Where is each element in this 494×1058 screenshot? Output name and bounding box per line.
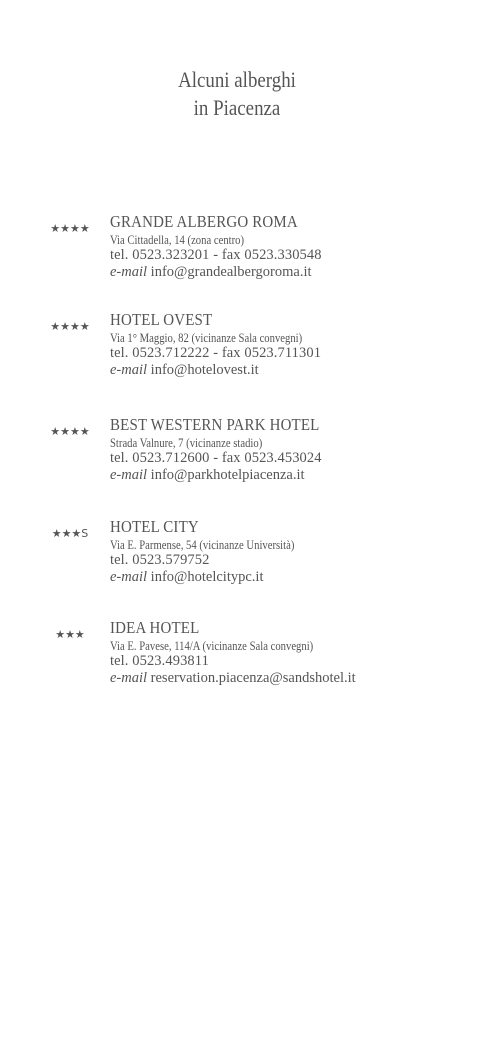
- hotel-email[interactable]: reservation.piacenza@sandshotel.it: [150, 670, 356, 686]
- hotel-entry: [0, 415, 494, 505]
- hotel-entry: [0, 310, 494, 400]
- hotel-name: HOTEL CITY: [110, 517, 199, 536]
- hotel-phone: tel. 0523.712222 - fax 0523.711301: [110, 345, 322, 361]
- star-rating: ★★★★: [50, 320, 90, 333]
- email-label: e-mail: [110, 670, 148, 686]
- star-rating: ★★★★: [50, 222, 90, 235]
- hotel-name: HOTEL OVEST: [110, 310, 213, 329]
- hotel-info: [110, 517, 490, 586]
- email-label: e-mail: [110, 569, 148, 585]
- page-title: [33, 66, 441, 122]
- hotel-address: Via Cittadella, 14 (zona centro): [110, 232, 245, 247]
- hotel-name: IDEA HOTEL: [110, 618, 200, 637]
- hotel-email-line: [110, 670, 490, 687]
- hotel-entry: [0, 517, 494, 607]
- hotel-email-line: [110, 264, 490, 281]
- hotel-phone: tel. 0523.579752: [110, 552, 210, 568]
- star-rating: ★★★: [55, 628, 85, 641]
- star-rating: ★★★S: [51, 527, 89, 540]
- page-title-line-1: Alcuni alberghi: [178, 67, 296, 92]
- hotel-email[interactable]: info@hotelcitypc.it: [150, 569, 264, 585]
- hotel-info: [110, 618, 490, 687]
- hotel-info: [110, 415, 490, 484]
- star-rating: ★★★★: [50, 425, 90, 438]
- hotel-email[interactable]: info@parkhotelpiacenza.it: [150, 467, 305, 483]
- hotel-email-line: [110, 362, 490, 379]
- hotel-phone: tel. 0523.493811: [110, 653, 209, 669]
- hotel-info: [110, 310, 490, 379]
- hotel-email[interactable]: info@grandealbergoroma.it: [150, 264, 312, 280]
- hotel-email[interactable]: info@hotelovest.it: [150, 362, 259, 378]
- hotel-name: GRANDE ALBERGO ROMA: [110, 212, 298, 231]
- hotel-address: Strada Valnure, 7 (vicinanze stadio): [110, 435, 263, 450]
- hotel-entry: [0, 618, 494, 708]
- hotel-phone: tel. 0523.323201 - fax 0523.330548: [110, 247, 322, 263]
- hotel-address: Via 1° Maggio, 82 (vicinanze Sala convegni): [110, 330, 303, 345]
- hotel-entry: [0, 212, 494, 302]
- email-label: e-mail: [110, 362, 148, 378]
- email-label: e-mail: [110, 264, 148, 280]
- hotel-name: BEST WESTERN PARK HOTEL: [110, 415, 320, 434]
- hotel-phone: tel. 0523.712600 - fax 0523.453024: [110, 450, 322, 466]
- hotel-info: [110, 212, 490, 281]
- page-title-line-2: in Piacenza: [193, 95, 281, 120]
- email-label: e-mail: [110, 467, 148, 483]
- hotel-email-line: [110, 569, 490, 586]
- hotel-address: Via E. Parmense, 54 (vicinanze Università): [110, 537, 295, 552]
- hotel-email-line: [110, 467, 490, 484]
- hotel-address: Via E. Pavese, 114/A (vicinanze Sala convegni): [110, 638, 314, 653]
